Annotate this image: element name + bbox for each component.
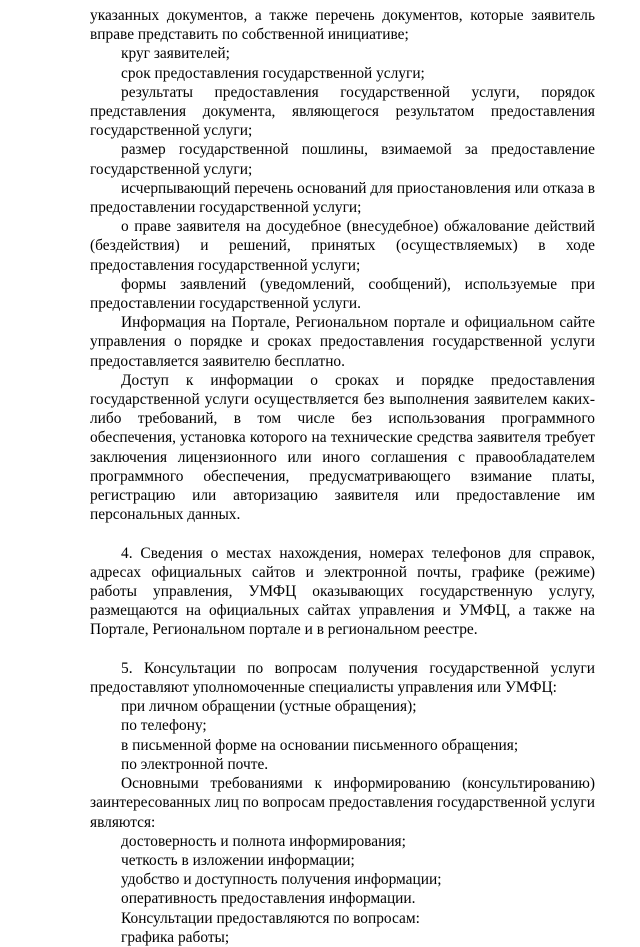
paragraph-spacer	[90, 524, 595, 543]
document-paragraph: размер государственной пошлины, взимаемой за предоставление государственной услуги;	[90, 141, 595, 178]
document-paragraph: достоверность и полнота информирования;	[121, 832, 406, 850]
document-paragraph: круг заявителей;	[121, 45, 230, 63]
document-paragraph: 5. Консультации по вопросам получения государственной услуги предоставляют уполномоченные специалисты управления или УМФЦ:	[90, 659, 595, 697]
document-paragraph: Основными требованиями к информированию (консультированию) заинтересованных лиц по вопросам предоставления государственной услуги являются:	[90, 775, 595, 831]
document-paragraph: четкость в изложении информации;	[121, 851, 355, 869]
document-paragraph: удобство и доступность получения информации;	[121, 871, 442, 889]
document-paragraph: по телефону;	[121, 717, 207, 735]
document-paragraph: при личном обращении (устные обращения);	[121, 698, 417, 716]
document-paragraph: указанных документов, а также перечень документов, которые заявитель вправе представить по собственной инициативе;	[90, 7, 595, 44]
paragraph-spacer	[90, 640, 595, 659]
document-paragraph: в письменной форме на основании письменного обращения;	[121, 736, 519, 754]
document-paragraph: Доступ к информации о сроках и порядке предоставления государственной услуги осуществляется без выполнения заявителем каких-либо требований, в том числе без использования программного обеспечения, установка которого на технические средства заявителя требует заключения лицензионного или иного соглашения с правообладателем программного обеспечения, предусматривающего взимание платы, регистрацию или авторизацию заявителя или предоставление им персональных данных.	[90, 371, 595, 524]
document-paragraph: оперативность предоставления информации.	[121, 890, 416, 908]
document-paragraph: срок предоставления государственной услуги;	[121, 64, 425, 82]
document-paragraph: Информация на Портале, Региональном портале и официальном сайте управления о порядке и сроках предоставления государственной услуги предоставляется заявителю бесплатно.	[90, 314, 595, 370]
document-paragraph: результаты предоставления государственной услуги, порядок представления документа, являющегося результатом предоставления государственной услуги;	[90, 83, 595, 140]
document-paragraph: Консультации предоставляются по вопросам:	[121, 909, 420, 927]
document-body	[90, 6, 595, 947]
document-paragraph: 4. Сведения о местах нахождения, номерах телефонов для справок, адресах официальных сайтов и электронной почты, графике (режиме) работы управления, УМФЦ оказывающих государственную услугу, размещаются на официальных сайтах управления и УМФЦ, а также на Портале, Региональном портале и в региональном реестре.	[90, 544, 595, 639]
document-paragraph: по электронной почте.	[121, 755, 269, 773]
document-paragraph: графика работы;	[121, 928, 230, 946]
document-paragraph: о праве заявителя на досудебное (внесудебное) обжалование действий (бездействия) и решений, принятых (осуществляемых) в ходе предоставления государственной услуги;	[90, 218, 595, 274]
document-paragraph: формы заявлений (уведомлений, сообщений), используемые при предоставлении государственной услуги.	[90, 275, 595, 313]
document-paragraph: исчерпывающий перечень оснований для приостановления или отказа в предоставлении государственной услуги;	[90, 179, 595, 217]
